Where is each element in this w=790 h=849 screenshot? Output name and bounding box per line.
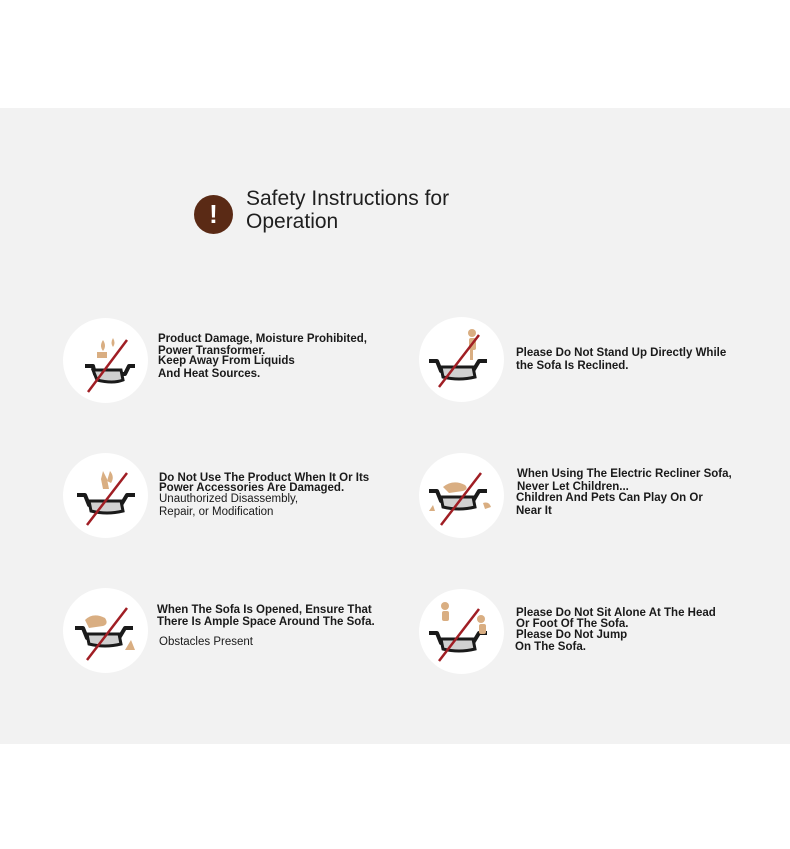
- page-title: [246, 187, 566, 233]
- item-1-line-1: Product Damage, Moisture Prohibited,: [158, 333, 367, 345]
- item-4-text: [517, 468, 732, 517]
- item-4-line-4: Near It: [516, 505, 552, 517]
- item-3-line-1: Do Not Use The Product When It Or Its: [159, 472, 370, 484]
- item-6-line-3: Please Do Not Jump: [516, 629, 628, 641]
- item-6-line-2: Or Foot Of The Sofa.: [516, 618, 629, 630]
- exclamation-icon: !: [194, 195, 233, 234]
- no-obstacles-icon: [63, 588, 148, 673]
- item-3-line-3: Unauthorized Disassembly,: [159, 493, 299, 505]
- item-2-text: [516, 347, 726, 372]
- item-3-line-2: Power Accessories Are Damaged.: [159, 482, 345, 494]
- item-5-line-3: Obstacles Present: [159, 636, 253, 648]
- item-1-text: [158, 333, 367, 380]
- item-2-line-2: the Sofa Is Reclined.: [516, 360, 629, 372]
- item-1-line-3: Keep Away From Liquids: [158, 355, 295, 367]
- no-jumping-icon: [419, 589, 504, 674]
- item-5-line-1: When The Sofa Is Opened, Ensure That: [157, 604, 372, 616]
- item-5-line-2: There Is Ample Space Around The Sofa.: [157, 616, 375, 628]
- item-1-line-2: Power Transformer.: [158, 345, 266, 357]
- item-2-line-1: Please Do Not Stand Up Directly While: [516, 347, 727, 359]
- item-6-text: [516, 607, 716, 653]
- item-4-line-2: Never Let Children...: [517, 481, 629, 493]
- no-liquid-heat-icon: [63, 318, 148, 403]
- item-6-line-4: On The Sofa.: [515, 641, 586, 653]
- no-children-pets-icon: [419, 453, 504, 538]
- title-line-1: Safety Instructions for: [246, 187, 450, 210]
- item-3-line-4: Repair, or Modification: [159, 506, 274, 518]
- title-line-2: Operation: [246, 210, 339, 233]
- no-standing-icon: [419, 317, 504, 402]
- item-4-line-3: Children And Pets Can Play On Or: [516, 492, 703, 504]
- item-6-line-1: Please Do Not Sit Alone At The Head: [516, 607, 716, 619]
- item-3-text: [159, 472, 369, 518]
- item-1-line-4: And Heat Sources.: [158, 368, 261, 380]
- no-disassembly-icon: [63, 453, 148, 538]
- item-4-line-1: When Using The Electric Recliner Sofa,: [517, 468, 732, 480]
- item-5-text: [157, 604, 375, 648]
